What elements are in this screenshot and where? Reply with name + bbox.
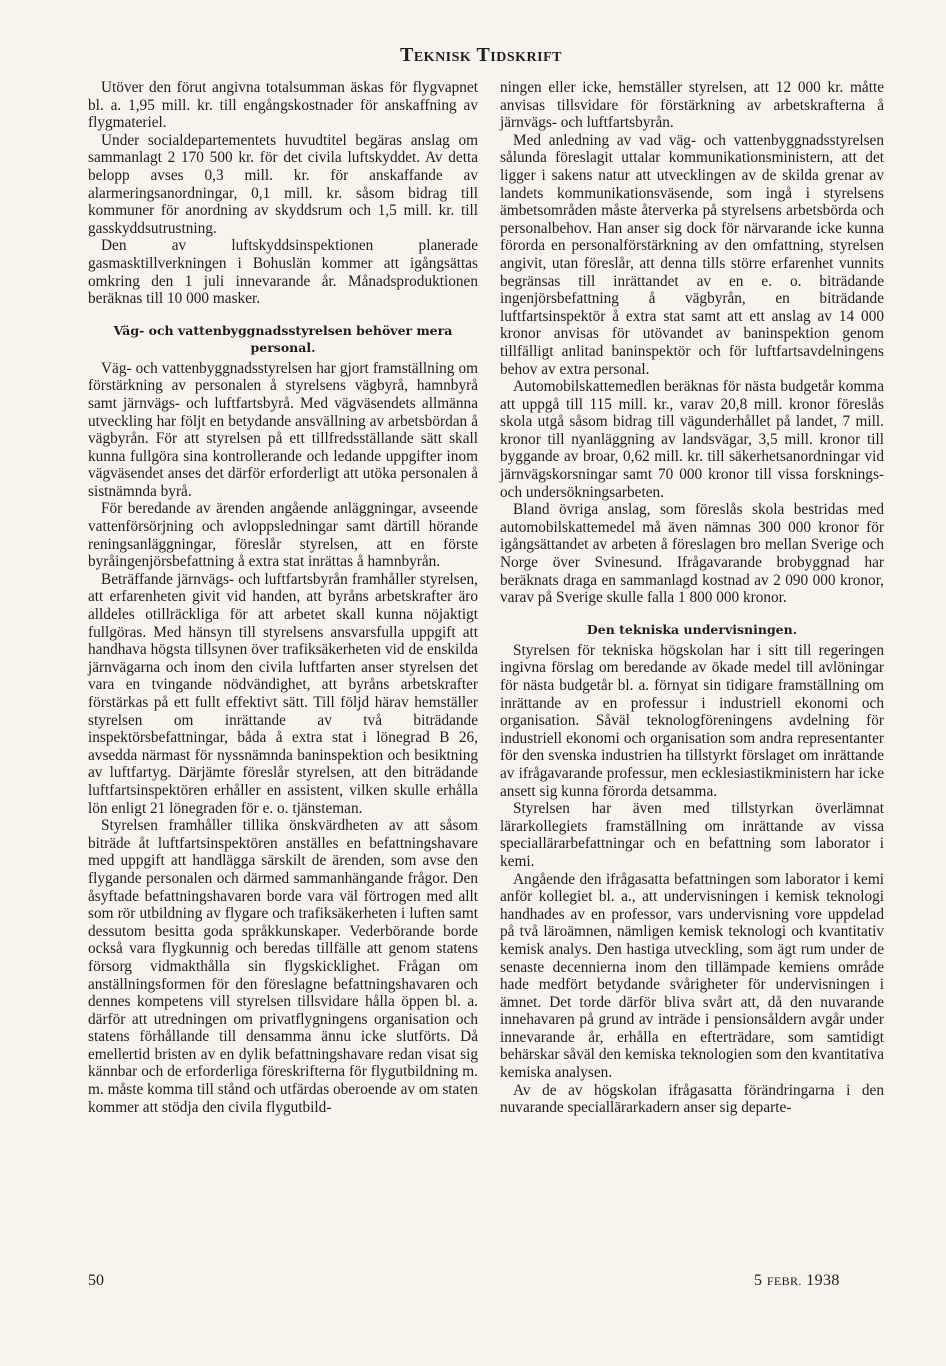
paragraph: Av de av högskolan ifrågasatta förändringarna i den nuvarande speciallärarkadern anser sig departe-	[500, 1081, 884, 1117]
date-year: 1938	[806, 1272, 840, 1289]
journal-title: Teknisk Tidskrift	[400, 44, 562, 66]
right-column	[500, 79, 884, 1117]
paragraph: Styrelsen har även med tillstyrkan överlämnat lärarkollegiets framställning om inrättande av vissa speciallärarbefattningar och en befattning som laborator i kemi.	[500, 800, 884, 870]
section-heading: Väg- och vattenbyggnadsstyrelsen behöver mera personal.	[113, 322, 453, 355]
paragraph: Väg- och vattenbyggnadsstyrelsen har gjort framställning om förstärkning av personalen å styrelsens vägbyrå, hamnbyrå samt järnvägs- och luftfartsbyrå. Med vägväsendets allmänna utveckling har följt en betydande ansvällning av arbetsbördan å vägbyrån. För att styrelsen på ett tillfredsställande sätt skall kunna fullgöra sina kontrollerande och ledande uppgifter inom vägväsendet anses det därför erforderligt att utöka personalen å sistnämnda byrå.	[88, 359, 478, 500]
paragraph: Styrelsen framhåller tillika önskvärdheten av att såsom biträde åt luftfartsinspektören anställes en befattningshavare med uppgift att handlägga särskilt de ärenden, som avse den flygande personalen och därmed sammanhängande frågor. Den åsyftade befattningshavaren borde vara väl förtrogen med allt som rör utbildning av flygare och trafiksäkerheten i luften samt dessutom besitta goda språkkunskaper. Vederbörande borde också vara flygkunnig och beredas tillfälle att genom statens försorg vidmakthålla sin flygskicklighet. Frågan om anställningsformen för den föreslagne befattningshavaren och dennes kompetens vill styrelsen tillsvidare hålla öppen bl. a. därför att utredningen om privatflygningens organisation och statens förhållande till densamma ännu icke slutförts. Då emellertid bristen av en dylik befattningshavare redan visat sig kännbar och de erforderliga föreskrifterna för flygutbildning m. m. måste komma till stånd och utfärdas oberoende av om staten kommer att stödja den civila flygutbild-	[88, 817, 478, 1116]
paragraph: Med anledning av vad väg- och vattenbyggnadsstyrelsen sålunda föreslagit uttalar kommunikationsministern, att det ligger i sakens natur att utvecklingen av de skilda grenar av landets kommunikationsväsende, som ingå i styrelsens ämbetsområden måste återverka på styrelsens arbetsbörda och personalbehov. Han anser sig dock för närvarande icke kunna förorda en personalförstärkning av den omfattning, styrelsen angivit, utan föreslår, att denna tills större erfarenhet vunnits begränsas till inrättandet av en e. o. biträdande ingenjörsbefattning å vägbyrån, en biträdande luftfartsinspektör å extra stat samt att ett anslag av 14 000 kronor anvisas för utövandet av baninspektion genom tillfälligt anlitad baninspektör och för luftfartsavdelningens behov av extra personal.	[500, 131, 884, 378]
running-header	[400, 44, 600, 67]
paragraph: Styrelsen för tekniska högskolan har i sitt till regeringen ingivna förslag om beredande av ökade medel till avlöningar för nästa budgetår bl. a. förnyat sin tidigare framställning om inrättande av en professur i industriell ekonomi och organisation. Såväl teknologföreningens avdelning för industriell ekonomi och organisation som andra representanter för den svenska industrien ha tillstyrkt förslaget om inrättande av ifrågavarande professur, men ecklesiastikministern har icke ansett sig kunna förorda detsamma.	[500, 641, 884, 800]
issue-date	[754, 1272, 840, 1290]
paragraph: Under socialdepartementets huvudtitel begäras anslag om sammanlagt 2 170 500 kr. för det civila luftskyddet. Av detta belopp avses 0,3 mill. kr. för anskaffande av alarmeringsanordningar, 0,1 mill. kr. såsom bidrag till kommuner för anordning av skyddsrum och 1,5 mill. kr. till gasskyddsutrustning.	[88, 131, 478, 237]
paragraph: Utöver den förut angivna totalsumman äskas för flygvapnet bl. a. 1,95 mill. kr. till engångskostnader för anskaffning av flygmateriel.	[88, 79, 478, 132]
page-number: 50	[88, 1272, 104, 1289]
date-day: 5	[754, 1272, 763, 1289]
left-column	[88, 79, 478, 1116]
paragraph: Angående den ifrågasatta befattningen som laborator i kemi anför kollegiet bl. a., att undervisningen i kemisk teknologi handhades av en professor, vars undervisning vore uppdelad på två läroämnen, nämligen kemisk teknologi och kvantitativ kemisk analys. Den hastiga utveckling, som ägt rum under de senaste decennierna inom den tillämpade kemiens område hade medfört betydande svårigheter för undervisningen i ämnet. Det torde därför bliva svårt att, då den nuvarande innehavaren på grund av inträde i pensionsåldern avgår under innevarande år, erhålla en efterträdare, som samtidigt behärskar såväl den kemiska teknologien som den kvantitativa kemiska analysen.	[500, 870, 884, 1082]
paragraph-continuation: ningen eller icke, hemställer styrelsen, att 12 000 kr. måtte anvisas tillsvidare för förstärkning av arbetskrafterna å järnvägs- och luftfartsbyrån.	[500, 79, 884, 132]
date-month: FEBR.	[766, 1274, 802, 1288]
paragraph: Bland övriga anslag, som föreslås skola bestridas med automobilskattemedel må även nämnas 300 000 kronor för igångsättandet av arbeten å föreslagen bro mellan Sverige och Norge över Svinesund. Ifrågavarande brobyggnad har beräknats draga en sammanlagd kostnad av 2 090 000 kronor, varav på Sverige skulle falla 1 800 000 kronor.	[500, 501, 884, 607]
paragraph: För beredande av ärenden angående anläggningar, avseende vattenförsörjning och avloppsledningar samt därtill hörande reningsanläggningar, föreslår styrelsen, att en förste byråingenjörsbefattning å extra stat inrättas å hamnbyrån.	[88, 500, 478, 571]
paragraph: Automobilskattemedlen beräknas för nästa budgetår komma att uppgå till 115 mill. kr., varav 20,8 mill. kronor föreslås skola utgå såsom bidrag till vägunderhållet på landet, 7 mill. kronor till nyanläggning av landsvägar, 3,5 mill. kronor till byggande av broar, 0,62 mill. kr. till säkerhetsanordningar vid järnvägskorsningar samt 70 000 kronor till vissa forsknings- och undersökningsarbeten.	[500, 378, 884, 501]
paragraph: Beträffande järnvägs- och luftfartsbyrån framhåller styrelsen, att erfarenheten givit vid handen, att byråns arbetskrafter äro alldeles otillräckliga för att arbetet skall kunna nöjaktigt fullgöras. Med hänsyn till styrelsens ansvarsfulla uppgift att handhava högsta tillsynen över trafiksäkerheten vid de enskilda järnvägarna och inom den civila luftfarten anser styrelsen det vara en tvingande nödvändighet, att byråns arbetskrafter förstärkas på ett fullt effektivt sätt. Till följd härav hemställer styrelsen om inrättande av två biträdande inspektörsbefattningar, båda å extra stat i lönegrad B 26, avsedda närmast för nyssnämnda baninspektion och besiktning av luftfartyg. Därjämte föreslår styrelsen, att den biträdande luftfartsinspektören erhåller en assistent, vilken skulle erhålla lön enligt 21 lönegraden för e. o. tjänsteman.	[88, 570, 478, 817]
paragraph: Den av luftskyddsinspektionen planerade gasmasktillverkningen i Bohuslän kommer att igångsättas omkring den 1 juli innevarande år. Månadsproduktionen beräknas till 10 000 masker.	[88, 237, 478, 308]
section-heading: Den tekniska undervisningen.	[586, 621, 798, 637]
